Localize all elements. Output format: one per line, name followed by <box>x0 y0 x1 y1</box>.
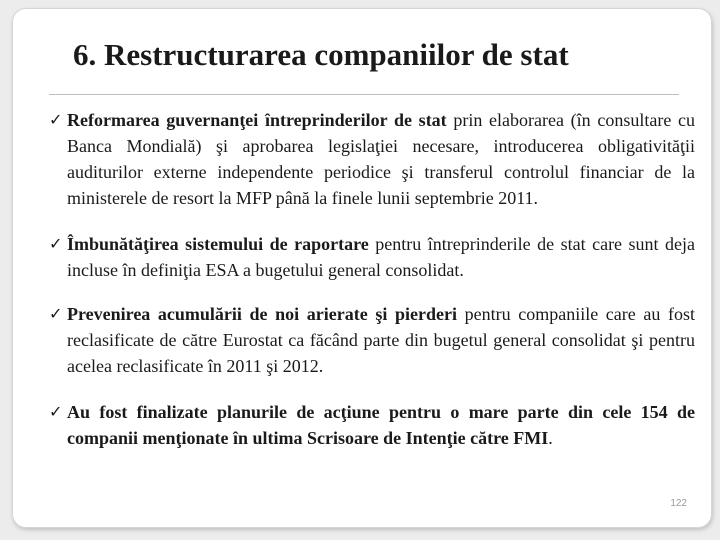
bullet-list <box>49 107 695 451</box>
checkmark-icon: ✓ <box>49 110 63 129</box>
checkmark-icon: ✓ <box>49 402 63 421</box>
bullet-item <box>49 301 695 379</box>
bullet-text: prin elaborarea (în consultare cu Banca Mondială) şi aprobarea legislaţiei necesare, introducerea obligativităţii auditurilor externe independente periodice şi transferul controlul financiar de la ministerele de resort la MFP până la finele lunii septembrie 2011. <box>67 110 696 208</box>
bullet-bold-text: Reformarea guvernanţei întreprinderilor de stat <box>67 110 447 130</box>
slide-title: 6. Restructurarea companiilor de stat <box>73 37 569 72</box>
bullet-item <box>49 399 695 451</box>
bullet-text: . <box>548 428 553 448</box>
title-divider <box>49 94 679 95</box>
page-number: 122 <box>670 498 687 509</box>
bullet-bold-text: Îmbunătăţirea sistemului de raportare <box>67 234 369 254</box>
bullet-bold-text: Prevenirea acumulării de noi arierate şi pierderi <box>67 304 457 324</box>
checkmark-icon: ✓ <box>49 234 63 253</box>
bullet-text: pentru întreprinderile de stat care sunt deja incluse în definiţia ESA a bugetului general consolidat. <box>67 234 695 280</box>
slide <box>12 8 712 528</box>
bullet-item <box>49 231 695 283</box>
checkmark-icon: ✓ <box>49 304 63 323</box>
bullet-item <box>49 107 695 211</box>
bullet-text: pentru companiile care au fost reclasificate de către Eurostat ca făcând parte din bugetul general consolidat şi pentru acelea reclasificate în 2011 şi 2012. <box>67 304 695 376</box>
bullet-bold-text: Au fost finalizate planurile de acţiune pentru o mare parte din cele 154 de companii menţionate în ultima Scrisoare de Intenţie către FMI <box>67 402 695 448</box>
